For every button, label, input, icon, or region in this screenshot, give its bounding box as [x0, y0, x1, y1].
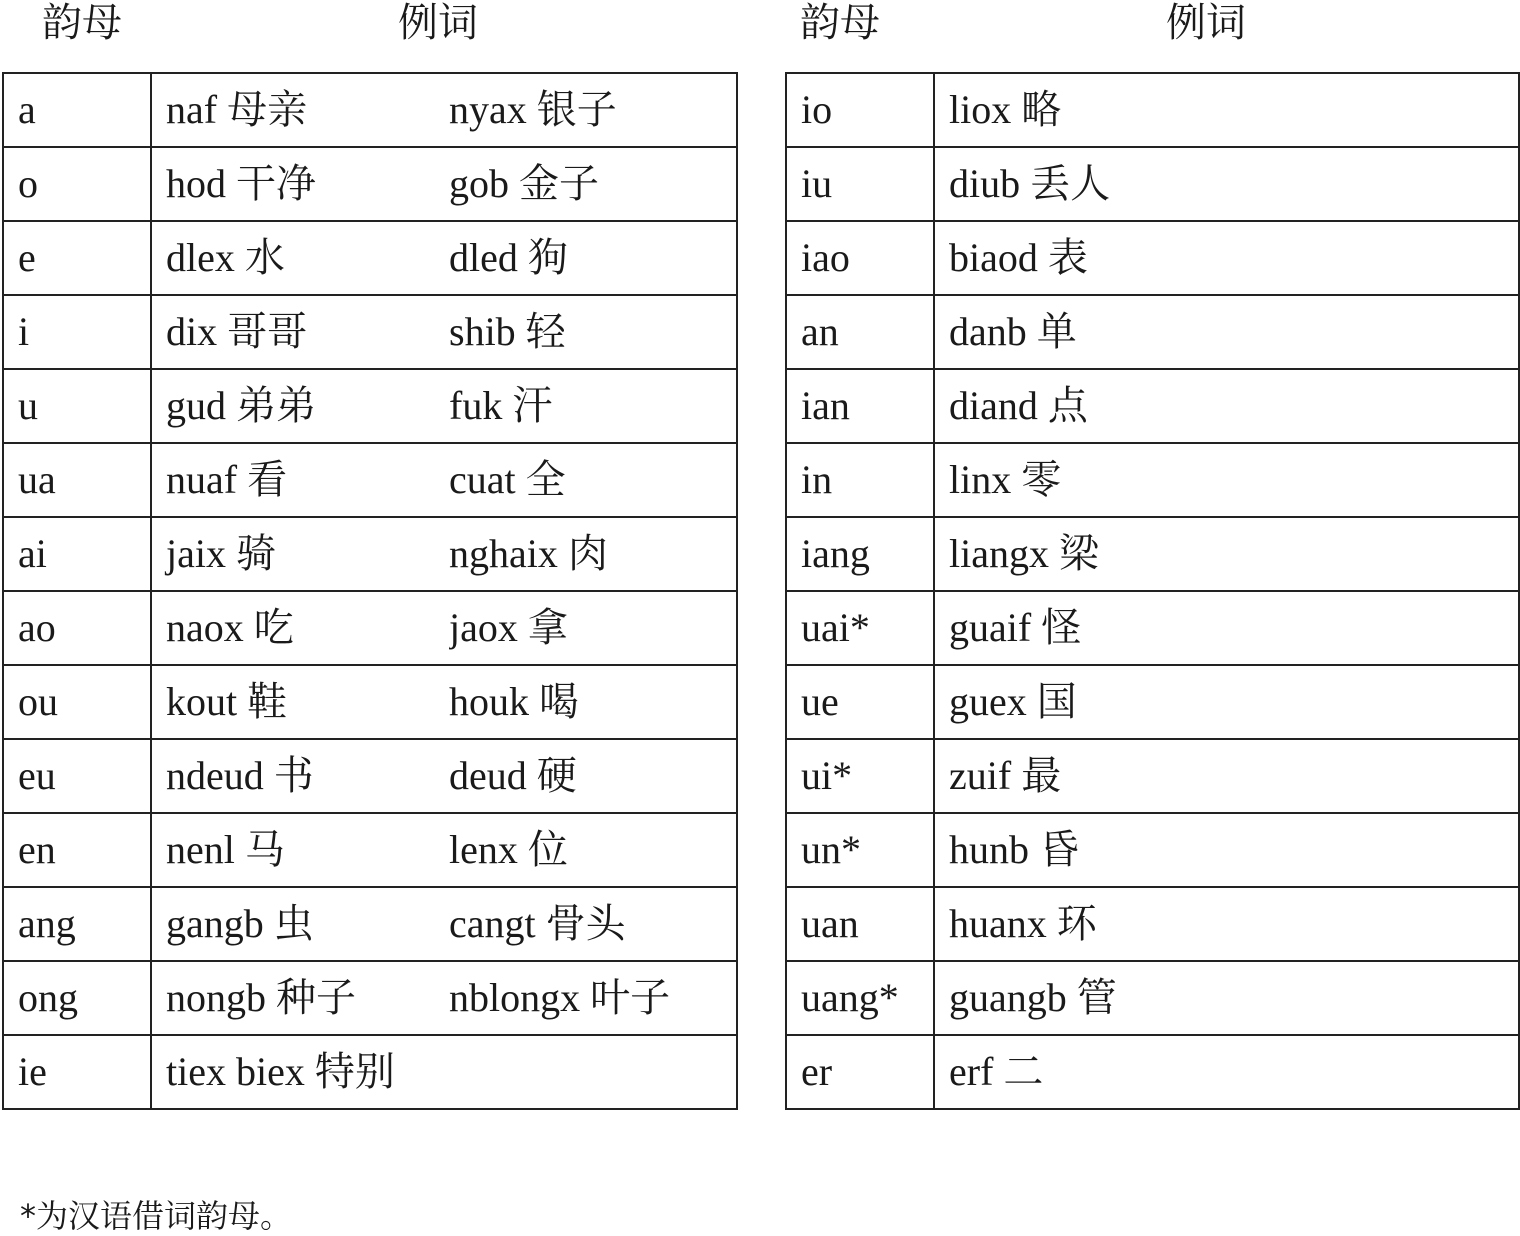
final-cell: i: [3, 295, 151, 369]
final-cell: ie: [3, 1035, 151, 1109]
example-word-cell: deud 硬: [449, 739, 737, 813]
example-word-cell: cangt 骨头: [449, 887, 737, 961]
final-cell: ue: [786, 665, 934, 739]
final-cell: u: [3, 369, 151, 443]
final-cell: ao: [3, 591, 151, 665]
table-row: [786, 517, 1519, 591]
example-word-cell: gud 弟弟: [151, 369, 449, 443]
right-examples-header: 例词: [1166, 0, 1246, 46]
final-cell: ong: [3, 961, 151, 1035]
example-word-cell: biaod 表: [934, 221, 1519, 295]
example-word-cell: nuaf 看: [151, 443, 449, 517]
final-cell: io: [786, 73, 934, 147]
table-row: [786, 665, 1519, 739]
example-word-cell: tiex biex 特别: [151, 1035, 449, 1109]
example-word-cell: nongb 种子: [151, 961, 449, 1035]
table-row: [3, 665, 737, 739]
final-cell: ai: [3, 517, 151, 591]
table-row: [786, 147, 1519, 221]
example-word-cell: jaix 骑: [151, 517, 449, 591]
table-row: [3, 221, 737, 295]
right-final-header: 韵母: [800, 0, 880, 46]
final-cell: ua: [3, 443, 151, 517]
footnote: *为汉语借词韵母。: [20, 1197, 293, 1235]
table-row: [3, 73, 737, 147]
finals-table-left-body: [3, 73, 737, 1109]
example-word-cell: gob 金子: [449, 147, 737, 221]
final-cell: ian: [786, 369, 934, 443]
table-row: [786, 961, 1519, 1035]
table-row: [786, 887, 1519, 961]
final-cell: ou: [3, 665, 151, 739]
example-word-cell: naf 母亲: [151, 73, 449, 147]
example-word-cell: guangb 管: [934, 961, 1519, 1035]
final-cell: eu: [3, 739, 151, 813]
example-word-cell: hod 干净: [151, 147, 449, 221]
final-cell: iu: [786, 147, 934, 221]
table-row: [786, 443, 1519, 517]
example-word-cell: guaif 怪: [934, 591, 1519, 665]
table-row: [3, 739, 737, 813]
final-cell: in: [786, 443, 934, 517]
finals-table-right-body: [786, 73, 1519, 1109]
final-cell: uan: [786, 887, 934, 961]
final-cell: er: [786, 1035, 934, 1109]
left-examples-header: 例词: [398, 0, 478, 46]
final-cell: iang: [786, 517, 934, 591]
finals-table-right: [785, 72, 1520, 1110]
table-row: [3, 147, 737, 221]
final-cell: uai*: [786, 591, 934, 665]
example-word-cell: shib 轻: [449, 295, 737, 369]
table-row: [786, 1035, 1519, 1109]
table-row: [3, 517, 737, 591]
final-cell: iao: [786, 221, 934, 295]
example-word-cell: dled 狗: [449, 221, 737, 295]
example-word-cell: gangb 虫: [151, 887, 449, 961]
final-cell: un*: [786, 813, 934, 887]
final-cell: uang*: [786, 961, 934, 1035]
example-word-cell: danb 单: [934, 295, 1519, 369]
example-word-cell: hunb 昏: [934, 813, 1519, 887]
table-row: [3, 295, 737, 369]
example-word-cell: erf 二: [934, 1035, 1519, 1109]
table-row: [3, 961, 737, 1035]
table-row: [786, 221, 1519, 295]
example-word-cell: lenx 位: [449, 813, 737, 887]
table-row: [3, 887, 737, 961]
example-word-cell: diub 丢人: [934, 147, 1519, 221]
example-word-cell: linx 零: [934, 443, 1519, 517]
table-row: [786, 369, 1519, 443]
table-row: [786, 295, 1519, 369]
example-word-cell: dix 哥哥: [151, 295, 449, 369]
example-word-cell: [449, 1035, 737, 1109]
table-row: [786, 813, 1519, 887]
example-word-cell: nghaix 肉: [449, 517, 737, 591]
table-row: [786, 739, 1519, 813]
table-row: [786, 73, 1519, 147]
example-word-cell: dlex 水: [151, 221, 449, 295]
example-word-cell: naox 吃: [151, 591, 449, 665]
example-word-cell: huanx 环: [934, 887, 1519, 961]
final-cell: en: [3, 813, 151, 887]
final-cell: o: [3, 147, 151, 221]
final-cell: a: [3, 73, 151, 147]
example-word-cell: diand 点: [934, 369, 1519, 443]
example-word-cell: zuif 最: [934, 739, 1519, 813]
example-word-cell: nyax 银子: [449, 73, 737, 147]
table-row: [3, 591, 737, 665]
final-cell: e: [3, 221, 151, 295]
final-cell: ui*: [786, 739, 934, 813]
example-word-cell: jaox 拿: [449, 591, 737, 665]
example-word-cell: cuat 全: [449, 443, 737, 517]
example-word-cell: guex 国: [934, 665, 1519, 739]
final-cell: an: [786, 295, 934, 369]
example-word-cell: fuk 汗: [449, 369, 737, 443]
example-word-cell: nblongx 叶子: [449, 961, 737, 1035]
example-word-cell: liangx 梁: [934, 517, 1519, 591]
table-row: [3, 1035, 737, 1109]
example-word-cell: liox 略: [934, 73, 1519, 147]
example-word-cell: kout 鞋: [151, 665, 449, 739]
example-word-cell: nenl 马: [151, 813, 449, 887]
table-row: [3, 813, 737, 887]
example-word-cell: houk 喝: [449, 665, 737, 739]
finals-table-left: [2, 72, 738, 1110]
final-cell: ang: [3, 887, 151, 961]
left-final-header: 韵母: [42, 0, 122, 46]
table-row: [3, 443, 737, 517]
table-row: [3, 369, 737, 443]
example-word-cell: ndeud 书: [151, 739, 449, 813]
table-row: [786, 591, 1519, 665]
